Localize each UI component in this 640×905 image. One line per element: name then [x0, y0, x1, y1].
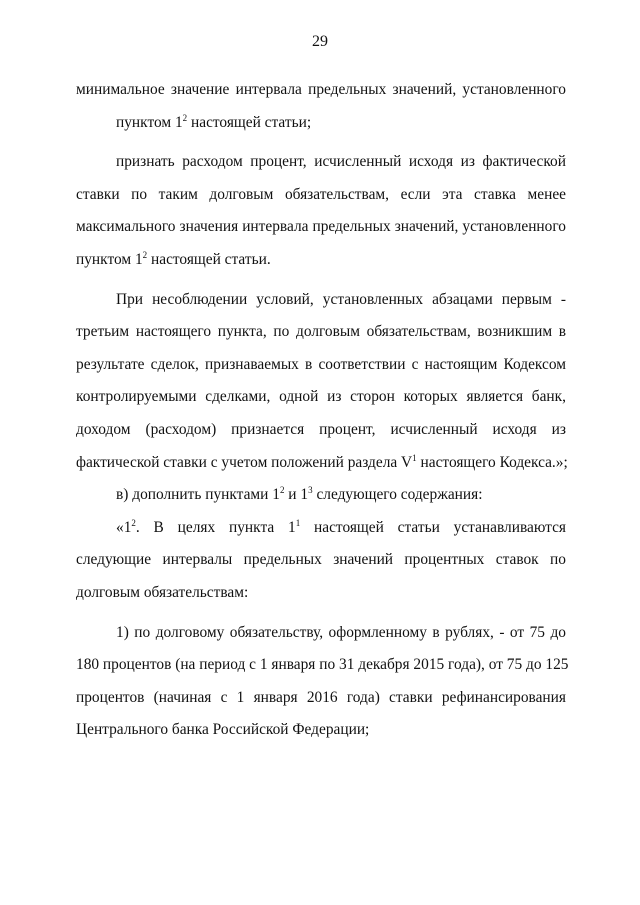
text-fragment: следующего содержания: [312, 486, 483, 504]
text-line: следующие интервалы предельных значений процентных ставок по [76, 551, 566, 569]
text-line: доходом (расходом) признается процент, исчисленный исходя из [76, 420, 566, 438]
text-line: максимального значения интервала предельных значений, установленного [76, 218, 566, 236]
text-line: процентов (начиная с 1 января 2016 года) ставки рефинансирования [76, 688, 566, 706]
text-line: долговым обязательствам: [76, 583, 249, 601]
text-fragment: настоящего Кодекса.»; [416, 453, 568, 471]
text-line: третьим настоящего пункта, по долговым обязательствам, возникшим в [76, 323, 566, 341]
text-line: При несоблюдении условий, установленных абзацами первым - [116, 290, 566, 308]
text-fragment: «1 [116, 518, 132, 536]
superscript: 2 [131, 517, 136, 528]
text-line [76, 107, 566, 140]
text-fragment: фактической ставки с учетом положений раздела V [76, 453, 413, 471]
text-fragment: настоящей статьи. [147, 250, 271, 268]
superscript: 2 [279, 485, 285, 496]
text-fragment: . В целях пункта 1 [135, 518, 296, 536]
text-fragment: пунктом 1 [116, 113, 183, 131]
text-line [76, 244, 566, 277]
superscript: 2 [182, 112, 188, 123]
text-fragment: пунктом 1 [76, 250, 143, 268]
text-fragment: настоящей статьи; [187, 113, 312, 131]
superscript: 1 [295, 517, 301, 528]
superscript: 1 [412, 452, 417, 463]
text-line [76, 512, 566, 545]
superscript: 3 [308, 485, 313, 496]
text-fragment: и 1 [284, 486, 309, 504]
text-fragment: настоящей статьи устанавливаются [300, 518, 566, 536]
text-line: контролируемыми сделками, одной из сторон которых является банк, [76, 388, 566, 406]
text-line [76, 447, 566, 480]
text-line: 1) по долговому обязательству, оформленному в рублях, - от 75 до [116, 623, 566, 641]
page-number: 29 [312, 33, 328, 50]
text-line: ставки по таким долговым обязательствам, если эта ставка менее [76, 185, 566, 203]
text-line [76, 479, 566, 512]
text-line: минимальное значение интервала предельных значений, установленного [76, 81, 566, 98]
text-fragment: в) дополнить пунктами 1 [116, 486, 280, 504]
superscript: 2 [142, 249, 148, 260]
document-body [76, 74, 569, 747]
text-line: результате сделок, признаваемых в соответствии с настоящим Кодексом [76, 355, 566, 373]
text-line: 180 процентов (на период с 1 января по 31 декабря 2015 года), от 75 до 125 [76, 656, 569, 674]
text-line: Центрального банка Российской Федерации; [76, 721, 370, 739]
text-line: признать расходом процент, исчисленный исходя из фактической [116, 153, 566, 171]
